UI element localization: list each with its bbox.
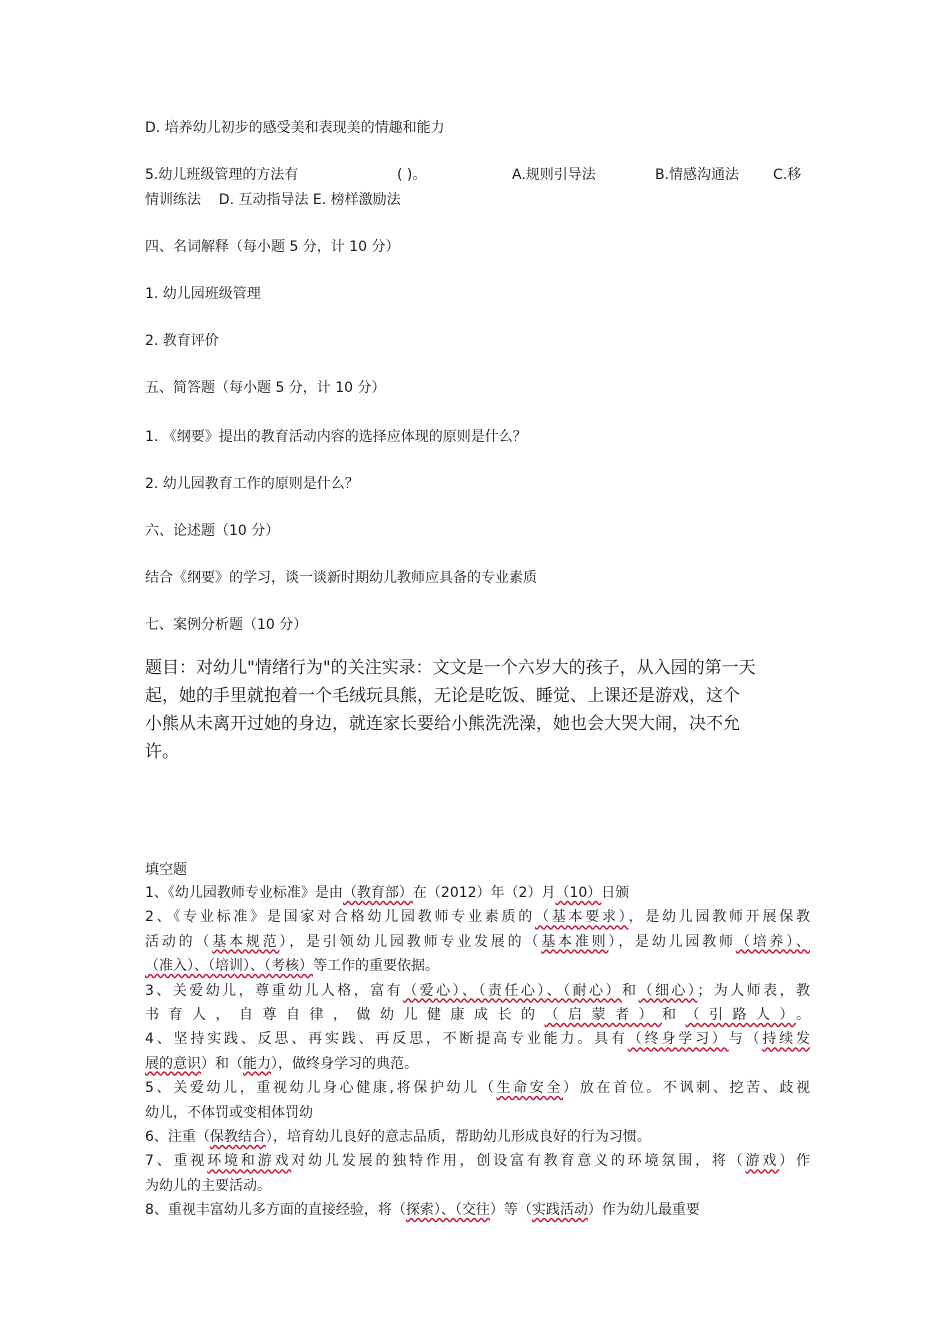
- term-item-2: 2. 教育评价: [145, 333, 219, 349]
- section-heading-6: 六、论述题（10 分）: [145, 523, 280, 539]
- fill-text: ）和（: [201, 1055, 243, 1072]
- short-answer-item-2: 2. 幼儿园教育工作的原则是什么？: [145, 476, 359, 492]
- fill-text: 幼儿，不体罚或变相体罚幼: [145, 1104, 313, 1121]
- answer-underlined: 持续发: [762, 1031, 811, 1048]
- fill-text: ）放在首位。不讽刺、挖苦、歧视: [563, 1080, 811, 1097]
- case-line: 小熊从未离开过她的身边，就连家长要给小熊洗洗澡，她也会大哭大闹，决不允: [145, 714, 740, 734]
- answer-underlined: （爱心）、（责任心）、（耐心）: [403, 982, 623, 999]
- fill-line: [145, 1101, 810, 1125]
- fill-text: ；为人师表，教: [697, 982, 811, 999]
- fill-text: 和: [662, 1007, 686, 1024]
- answer-underlined: 展的意识: [145, 1055, 201, 1072]
- fill-text: 6、注重（: [145, 1129, 210, 1146]
- case-line: 题目：对幼儿"情绪行为"的关注实录：文文是一个六岁大的孩子，从入园的第一天: [145, 658, 756, 678]
- fill-text: 活动的（: [145, 933, 213, 950]
- fill-text: 与（: [728, 1031, 763, 1048]
- fill-line: [145, 1003, 810, 1027]
- section-heading-4: 四、名词解释（每小题 5 分，计 10 分）: [145, 239, 400, 255]
- option-b: B.情感沟通法: [655, 167, 740, 183]
- fill-line: [145, 1198, 810, 1222]
- option-d-line: D. 培养幼儿初步的感受美和表现美的情趣和能力: [145, 120, 445, 136]
- fill-text: 对幼儿发展的独特作用，创设富有教育意义的环境氛围，将（: [291, 1153, 746, 1170]
- fill-line: [145, 1076, 810, 1100]
- case-study-paragraph: [145, 654, 817, 766]
- answer-underlined: （教育部）: [342, 885, 413, 901]
- fill-text: ），是引领幼儿园教师专业发展的（: [279, 933, 542, 950]
- fill-text: 7、重视: [145, 1153, 208, 1170]
- fill-text: 1、《幼儿园教师专业标准》是由: [145, 885, 343, 901]
- short-answer-item-1: 1. 《纲要》提出的教育活动内容的选择应体现的原则是什么？: [145, 429, 527, 445]
- option-a: A.规则引导法: [512, 167, 596, 183]
- fill-text: 5、关爱幼儿，重视幼儿身心健康,将保护幼儿（: [145, 1080, 497, 1097]
- fill-line: [145, 930, 810, 954]
- fill-line: [145, 1174, 810, 1198]
- answer-underlined: 基本规范: [212, 933, 280, 950]
- fill-text: ，是幼儿园教师开展保教: [628, 909, 811, 926]
- fill-line: [145, 905, 810, 929]
- answer-underlined: （基本要求）: [534, 909, 629, 926]
- fill-text: 8、重视丰富幼儿多方面的直接经验，将（: [145, 1202, 406, 1219]
- fill-text: 日颁: [601, 885, 630, 901]
- fill-in-blank-title: 填空题: [145, 862, 187, 878]
- answer-underlined: （终身学习）: [627, 1031, 729, 1048]
- case-line: 许。: [145, 742, 179, 762]
- fill-text: 。: [796, 1007, 810, 1024]
- fill-text: 3、关爱幼儿，尊重幼儿人格，富有: [145, 982, 404, 999]
- answer-underlined: 生命安全: [496, 1080, 564, 1097]
- answer-underlined: （细心）: [638, 982, 698, 999]
- answer-underlined: （10）: [555, 885, 602, 901]
- answer-underlined: （启蒙者）: [544, 1007, 662, 1024]
- fill-text: 和: [622, 982, 639, 999]
- fill-text: ），是幼儿园教师: [608, 933, 736, 950]
- fill-text: 等工作的重要依据。: [313, 958, 439, 975]
- fill-text: 为幼儿的主要活动。: [145, 1177, 271, 1194]
- question-5-line-2: 情训练法 D. 互动指导法 E. 榜样激励法: [145, 192, 401, 208]
- answer-underlined: （培养）、: [735, 933, 811, 950]
- answer-underlined: 探索）、（交往: [405, 1202, 490, 1219]
- fill-line: [145, 1052, 810, 1076]
- fill-text: ）作: [779, 1153, 811, 1170]
- fill-line: [145, 1027, 810, 1051]
- fill-line: [145, 881, 810, 905]
- fill-text: 2、《专业标准》是国家对合格幼儿园教师专业素质的: [145, 909, 535, 926]
- question-5-paren: ( )。: [397, 167, 427, 183]
- fill-text: 4、坚持实践、反思、再实践、再反思，不断提高专业能力。具有: [145, 1031, 628, 1048]
- case-line: 起，她的手里就抱着一个毛绒玩具熊，无论是吃饭、睡觉、上课还是游戏，这个: [145, 686, 740, 706]
- fill-line: [145, 1149, 810, 1173]
- fill-text: ）等（: [489, 1202, 532, 1219]
- section-heading-7: 七、案例分析题（10 分）: [145, 617, 308, 633]
- term-item-1: 1. 幼儿园班级管理: [145, 286, 261, 302]
- answer-underlined: 能力: [243, 1055, 271, 1072]
- fill-line: [145, 954, 810, 978]
- fill-in-blank-list: [145, 881, 810, 1223]
- essay-question: 结合《纲要》的学习，谈一谈新时期幼儿教师应具备的专业素质: [145, 570, 537, 586]
- option-c-start: C.移: [773, 167, 802, 183]
- answer-underlined: （准入）、（培训）、（考核）: [145, 958, 313, 975]
- fill-text: 书育人，自尊自律，做幼儿健康成长的: [145, 1007, 545, 1024]
- answer-underlined: （引路人）: [685, 1007, 796, 1024]
- fill-line: [145, 979, 810, 1003]
- answer-underlined: 实践活动: [531, 1202, 588, 1219]
- fill-text: ），做终身学习的典范。: [271, 1055, 418, 1072]
- answer-underlined: 保教结合: [209, 1129, 266, 1146]
- fill-line: [145, 1125, 810, 1149]
- section-heading-5: 五、简答题（每小题 5 分，计 10 分）: [145, 380, 386, 396]
- fill-text: ）作为幼儿最重要: [587, 1202, 700, 1219]
- answer-underlined: 游戏: [745, 1153, 780, 1170]
- fill-text: 在（2012）年（2）月: [412, 885, 556, 901]
- answer-underlined: 环境和游戏: [207, 1153, 292, 1170]
- fill-text: ），培育幼儿良好的意志品质，帮助幼儿形成良好的行为习惯。: [265, 1129, 651, 1146]
- question-5-stem: 5.幼儿班级管理的方法有: [145, 167, 299, 183]
- answer-underlined: 基本准则: [541, 933, 609, 950]
